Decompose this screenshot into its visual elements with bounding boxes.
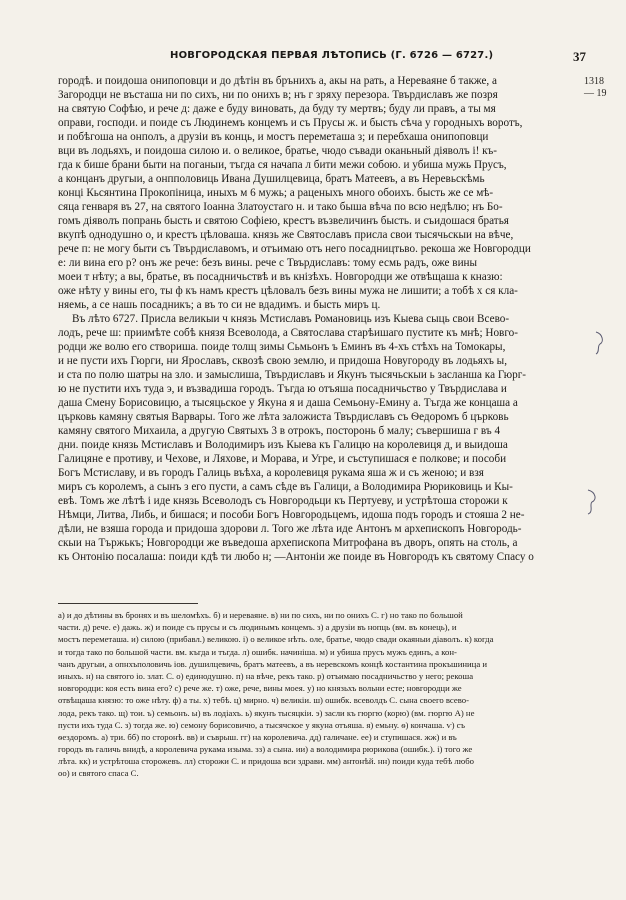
text-line: Въ лѣто 6727. Присла великыи ч князь Мстиславъ Романовиць изъ Кыева сыць свои Всево-: [72, 313, 510, 325]
text-line: и ста по полю шатры на зло. и замыслиша, Твърдиславъ и Якунъ тысячьскыи ь засланша ка Гюрг-: [58, 369, 527, 381]
footnote-line: и тогда тако по большой части. вм. къгда и тъгда. л) ошибк. начинiша. м) и убиша прусъ мужъ единъ, а кон-: [58, 646, 457, 657]
footnote-line: иныхъ. н) на святого io. злат. С. о) единодушно. п) на вѣче, рекъ тако. р) отъимаю посадничьство у него; рекоша: [58, 670, 474, 681]
page-number: 37: [573, 49, 586, 64]
margin-year-top: 1318: [584, 76, 604, 87]
text-line: Богъ Мстиславу, и въ городъ Галиць въѣха, а королевиця рукама яша ж и съ женою; и взя: [58, 467, 484, 479]
text-line: оже нѣту у вины его, ты ф къ намъ крестъ цѣловалъ безъ вины мужа не лишити; а тобѣ х ся кла-: [58, 285, 518, 297]
text-line: камяну святого Михаила, а другую Святыхъ 3 в отрокъ, посторонь б малу; съвершиша г въ 4: [58, 425, 501, 437]
running-header: [58, 50, 586, 66]
footnote-line: лѣта. кк) и устрѣтоша сторожевъ. лл) сторожи С. и придоша вси здрави. мм) антонѣй. нн) поиди куда тебѣ любо: [58, 756, 475, 767]
footnote-line: оо) и святого спаса С.: [58, 768, 139, 779]
text-line: вци въ лодьяхъ, и поидоша силою и. о великое, братье, чюдо съвади оканьный дiяволъ i! къ-: [58, 145, 498, 157]
text-line: Нѣмци, Литва, Либь, и бишася; и пособи Богъ Новгородьцемъ, идоша подъ городъ и стояша 2 не-: [58, 509, 525, 521]
text-line: моеи т нѣту; а вы, братье, въ посадничьствѣ и въ кнiзѣхъ. Новгородци же отвѣщаша к кназю:: [58, 271, 503, 283]
text-line: и не пусти ихъ Гюрги, ни Ярославъ, сквозѣ свою землю, и придоша Новугороду въ лодьяхъ ы,: [58, 355, 507, 367]
footnotes: [58, 609, 578, 780]
footnote-line: пусти ихъ туда С. з) тогда же. ю) семону борисовичю, а тысячское у якуна отъяша. я) емьну. ѳ) кончаша. ѵ) съ: [58, 719, 466, 730]
text-line: дни. поиде князь Мстиславъ и Володимиръ изъ Кыева къ Галицю на королевиця д, и выидоша: [58, 439, 508, 451]
footnote-line: чанъ другыи, а опнхъполовичь iов. душилцевичь, братъ матеевъ, а въ неревскомъ концѣ костантина прокъшиница и: [58, 658, 487, 669]
text-line: лодъ, рече ш: приимѣте собѣ князя Всеволода, а Святослава старѣишаго пустите къ мнѣ; Новго-: [58, 327, 518, 339]
text-line: гомъ дiяволъ попрань бысть и святою Софiею, крестъ възвеличинъ бысть. и съидошася братья: [58, 215, 509, 227]
text-line: даша Смену Борисовицю, а тысяцьское у Якуна я и даша Семьону-Емину а. Тъгда же концаша а: [58, 397, 518, 409]
footnote-line: а) и до дѣтины въ бронях и въ шеломѣхъ. б) и нереваяне. в) ни по сихъ, ни по онихъ С. г) но тако по большой: [58, 610, 463, 620]
text-line: Галицяне е противу, и Чехове, и Ляхове, и Морава, и Угре, и съступишася е полкове; и пособи: [58, 453, 507, 465]
footnote-line: лода, рекъ тако. щ) тои. ъ) семьонъ. ы) въ лодiахъ. ь) якунъ тысяцкiи. э) засли къ гюргю (корю) (вм. гюргю А) не: [58, 707, 475, 718]
chronicle-text: [58, 74, 568, 564]
text-line: а концанъ другыи, а онпполовиць Ивана Душилцевица, братъ Матеевъ, а въ Неревьскѣмь: [58, 173, 485, 185]
text-line: вкупѣ однодушно о, и крестъ цѣловаша. князь же Святославъ присла свои тысячьскыи на вѣче,: [58, 229, 514, 241]
text-line: църковь камяну святыя Варвары. Того же лѣта заложиста Твърдиславъ съ Ѳедоромъ б църковь: [58, 411, 509, 423]
running-title: НОВГОРОДСКАЯ ПЕРВАЯ ЛѢТОПИСЬ (Г. 6726 — 6727.): [170, 50, 494, 61]
text-line: евѣ. Томъ же лѣтѣ i иде князь Всеволодъ съ Новгородьци къ Пертуеву, и устрѣтоша сторожи к: [58, 495, 508, 507]
text-line: рече п: не могу быти съ Твърдиславомъ, и отъимаю отъ него посадництьво. рекоша же Новгородци: [58, 243, 531, 255]
footnote-line: городъ въ галичь внидѣ, а королевича рукама изыма. зз) а сына. ии) а володимира рюрикова (ошибк.). i) того же: [58, 744, 473, 755]
pencil-mark-icon: [594, 330, 608, 356]
text-line: сяца генваря въ 27, на святого Iоанна Златоустаго н. и тако быша вѣча по всю недѣлю; нъ Бо-: [58, 201, 503, 213]
text-line: миръ съ королемъ, а сынъ з его пусти, а самъ сѣде въ Галици, а Володимира Рюриковиць и Кы-: [58, 481, 513, 493]
text-line: городѣ. и поидоша онипоповци и до дѣтін въ брънихъ а, акы на рать, а Нереваяне б также, а: [58, 75, 497, 87]
text-line: скыи на Тържькъ; Новгородци же въведоша архепископа Митрофана въ дворъ, опять на столь, а: [58, 537, 518, 549]
pencil-mark-icon: [586, 488, 600, 516]
text-line: няемь, а се нашь посадникъ; а въ то си не вдадимъ. и бысть миръ ц.: [58, 299, 381, 311]
text-line: оправи, господи. и поиде съ Людинемъ концемъ и съ Прусы ж. и бысть сѣча у городныхъ воротъ,: [58, 117, 523, 129]
text-line: гда к бише брани быти на поганыи, тъгда ся начапа л бити межи собою. и убиша мужь Прусъ,: [58, 159, 507, 171]
text-line: ю не пустити ихъ туда э, и възвадиша городъ. Тъгда ю отъяша посадничьство у Твърдислава и: [58, 383, 507, 395]
margin-year-bottom: — 19: [584, 88, 607, 99]
text-line: Загородци не въсташа ни по сихъ, ни по онихъ в; нъ г зряху перезора. Твърдиславъ же позря: [58, 89, 498, 101]
text-line: дѣли, не взяша города и придоша здорови л. Того же лѣта иде Антонъ м архепископъ Новгородь-: [58, 523, 522, 535]
footnote-line: мостъ переметаша. и) силою (прибавл.) великою. i) о великое нѣть. оле, братье, чюдо свади окаяныи дiаволъ. к) когда: [58, 634, 494, 645]
footnote-line: отвѣщаша князю: то оже нѣту. ф) а ты. х) тебѣ. ц) мирно. ч) великiи. ш) ошибк. всеволдъ С. сына своего всево-: [58, 695, 470, 706]
footnote-line: ѳездоромъ. а) три. бб) по сторонѣ. вв) и съврыш. гг) на королевича. дд) галичане. ее) и ступишася. жж) и въ: [58, 731, 457, 742]
footnote-line: новгородци: коя есть вина его? с) рече же. т) оже, рече, вины моея. у) но князьхъ вольни есте; новгородци же: [58, 683, 462, 694]
text-line: на святую Софѣю, и рече д: даже е буду виновать, да буду ту мертвъ; буду ли правъ, а ты мя: [58, 103, 496, 115]
text-line: родци же волю его створиша. поиде толщ зимы Сьмьонъ ъ Еминъ въ 4-хъ стѣхъ на Томокары,: [58, 341, 506, 353]
text-line: концi Кьсянтина Прокопiница, иныхъ м 6 мужь; а раценыхъ много обоихъ. бысть же се мѣ-: [58, 187, 494, 199]
footnote-divider: [58, 603, 198, 604]
text-line: и побѣгоша на онполъ, а друзіи въ конць, и мостъ переметаша з; и перебхаша онипоповци: [58, 131, 489, 143]
text-line: къ Онтонiю посалаша: поиди кдѣ ти любо н; —Антонiи же поиде въ Новгородъ къ святому Спасу о: [58, 551, 534, 563]
footnote-line: части. д) рече. е) дажь. ж) и поиде съ прусы и съ людинымъ концемъ. з) а друзiи въ нопць (вм. въ конець), и: [58, 622, 457, 633]
text-line: е: ли вина его р? онъ же рече: безъ вины. рече с Твърдиславъ: тому есмь радъ, оже вины: [58, 257, 478, 269]
